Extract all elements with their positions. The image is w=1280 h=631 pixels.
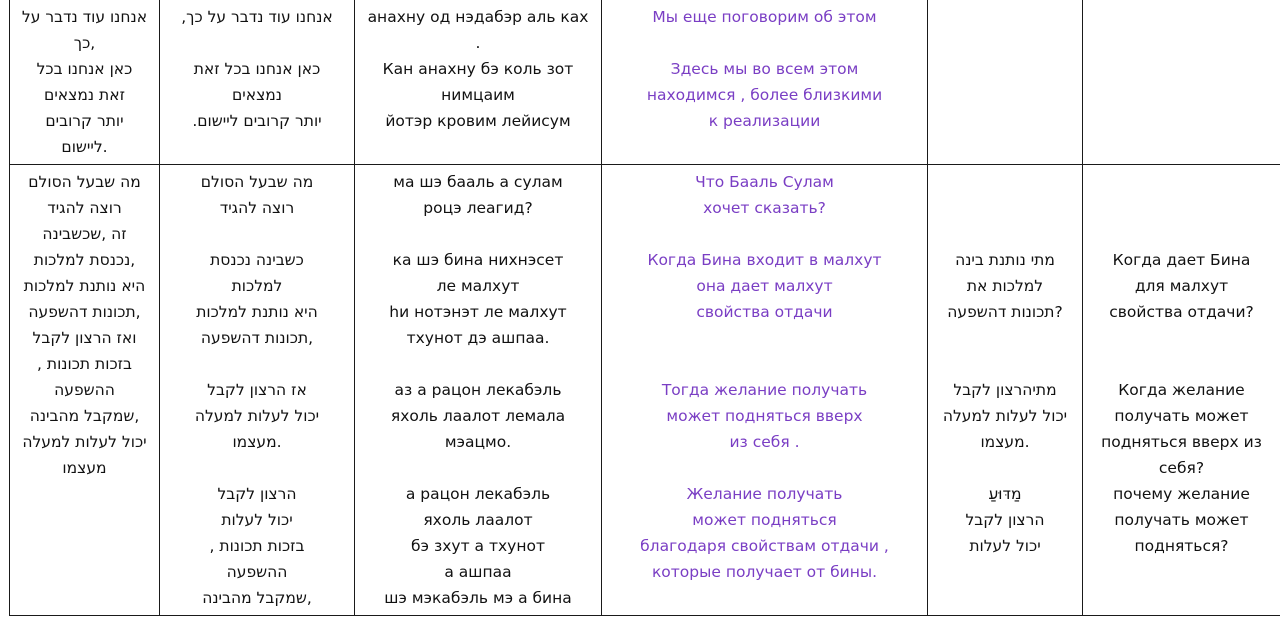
- text-line: шэ мэкабэль мэ а бина: [384, 589, 572, 607]
- cell-r1-c1: [10, 0, 160, 165]
- text-line: בזכות תכונות ,: [37, 355, 132, 373]
- text-line: ?תכונות דהשפעה: [947, 303, 1063, 321]
- text-line: Кан анахну бэ коль зот: [382, 60, 574, 78]
- text-line: [1086, 351, 1277, 377]
- text-line: тхунот дэ ашпаа.: [406, 329, 550, 347]
- cell-r2-c6: [1083, 165, 1280, 616]
- text-line: ,תכונות דהשפעה: [28, 303, 141, 321]
- text-line: כאן אנחנו בכל זאת: [193, 60, 321, 78]
- cell-r2-c5: [928, 165, 1083, 616]
- text-line: .מעצמו: [980, 433, 1030, 451]
- text-line: יכול לעלות: [221, 511, 293, 529]
- text-line: רוצה להגיד: [47, 199, 122, 217]
- text-line: הרצון לקבל: [217, 485, 297, 503]
- text-line: Здесь мы во всем этом: [670, 60, 859, 78]
- text-line: для малхут: [1134, 277, 1229, 295]
- text-line: нимцаим: [441, 86, 515, 104]
- text-line: [358, 351, 598, 377]
- text-line: свойства отдачи: [696, 303, 833, 321]
- text-line: ле малхут: [436, 277, 520, 295]
- text-line: זאת נמצאים: [44, 86, 125, 104]
- text-line: כאן אנחנו בכל: [36, 60, 133, 78]
- text-line: хочет сказать?: [703, 199, 826, 217]
- text-line: ההשפעה: [226, 563, 288, 581]
- text-line: .מעצמו: [232, 433, 282, 451]
- cell-r1-c6: [1083, 0, 1280, 165]
- text-line: йотэр кровим лейисум: [385, 112, 571, 130]
- text-line: בזכות תכונות ,: [209, 537, 305, 555]
- text-line: יכול לעלות: [969, 537, 1041, 555]
- text-line: которые получает от бины.: [651, 563, 878, 581]
- text-line: ка шэ бина нихнэсет: [392, 251, 564, 269]
- text-line: [1086, 325, 1277, 351]
- text-line: а рацон лекабэль: [405, 485, 551, 503]
- text-line: [931, 325, 1079, 351]
- text-line: подняться вверх из: [1101, 433, 1262, 451]
- text-line: Что Бааль Сулам: [695, 173, 834, 191]
- text-line: הרצון לקבל: [965, 511, 1045, 529]
- text-line: [931, 169, 1079, 195]
- text-line: Тогда желание получать: [661, 381, 868, 399]
- text-line: [931, 455, 1079, 481]
- text-line: ,שמקבל מהבינה: [202, 589, 312, 607]
- cell-r1-c5: [928, 0, 1083, 165]
- text-line: анахну од нэдабэр аль ках: [367, 8, 589, 26]
- text-line: мэацмо.: [444, 433, 512, 451]
- text-line: מה שבעל הסולם: [28, 173, 141, 191]
- text-line: נמצאים: [231, 86, 283, 104]
- text-line: ма шэ бааль а сулам: [393, 173, 563, 191]
- text-line: получать может: [1114, 511, 1249, 529]
- text-line: יותר קרובים: [45, 112, 124, 130]
- text-line: אנחנו עוד נדבר על: [21, 8, 148, 26]
- text-line: מַדּוּעַ: [988, 485, 1022, 503]
- text-line: [605, 455, 924, 481]
- text-line: Мы еще поговорим об этом: [652, 8, 877, 26]
- text-line: она дает малхут: [696, 277, 833, 295]
- text-line: יכול לעלות למעלה: [194, 407, 320, 425]
- text-line: подняться?: [1134, 537, 1229, 555]
- cell-r2-c1: [10, 165, 160, 616]
- text-line: [931, 195, 1079, 221]
- text-line: [1086, 169, 1277, 195]
- text-line: роцэ леагид?: [423, 199, 533, 217]
- text-line: [605, 221, 924, 247]
- text-line: [1086, 195, 1277, 221]
- text-line: почему желание: [1113, 485, 1250, 503]
- text-line: כשבינה נכנסת: [210, 251, 304, 269]
- text-line: יותר קרובים ליישום.: [192, 112, 322, 130]
- text-line: יכול לעלות למעלה: [942, 407, 1068, 425]
- text-line: Когда Бина входит в малхут: [647, 251, 882, 269]
- text-line: [163, 351, 351, 377]
- text-line: Когда дает Бина: [1112, 251, 1251, 269]
- text-line: [605, 325, 924, 351]
- text-line: ההשפעה: [54, 381, 115, 399]
- text-line: может подняться: [692, 511, 837, 529]
- text-line: бэ зхут а тхунот: [411, 537, 545, 555]
- text-line: [358, 221, 598, 247]
- text-line: .: [475, 34, 481, 52]
- table-row-1: [10, 0, 1280, 165]
- text-line: מעצמו: [62, 459, 107, 477]
- text-line: היא נותנת למלכות: [196, 303, 318, 321]
- text-line: благодаря свойствам отдачи ,: [640, 537, 889, 555]
- text-line: [163, 30, 351, 56]
- cell-r2-c4: [602, 165, 928, 616]
- text-line: זה ,שכשבינה: [42, 225, 127, 243]
- text-line: ,נכנסת למלכות: [33, 251, 136, 269]
- text-line: Когда желание: [1118, 381, 1245, 399]
- text-line: רוצה להגיד: [219, 199, 295, 217]
- text-line: [931, 351, 1079, 377]
- text-line: ואז הרצון לקבל: [32, 329, 137, 347]
- cell-r1-c4: [602, 0, 928, 165]
- text-line: יכול לעלות למעלה: [22, 433, 147, 451]
- text-line: ,תכונות דהשפעה: [200, 329, 314, 347]
- text-line: аз а рацон лекабэль: [394, 381, 562, 399]
- text-line: [163, 221, 351, 247]
- text-line: Желание получать: [686, 485, 843, 503]
- text-line: к реализации: [708, 112, 821, 130]
- text-line: אנחנו עוד נדבר על כך,: [181, 8, 333, 26]
- text-line: אז הרצון לקבל: [207, 381, 307, 399]
- text-line: [931, 221, 1079, 247]
- text-line: находимся , более близкими: [646, 86, 883, 104]
- cell-r2-c2: [160, 165, 355, 616]
- text-line: .ליישום: [61, 138, 108, 156]
- text-line: היא נותנת למלכות: [23, 277, 146, 295]
- text-line: ,כך: [73, 34, 96, 52]
- text-line: ,שמקבל מהבינה: [29, 407, 140, 425]
- cell-r1-c2: [160, 0, 355, 165]
- text-line: [358, 455, 598, 481]
- text-line: [605, 30, 924, 56]
- translation-table: [9, 0, 1280, 616]
- text-line: себя?: [1158, 459, 1205, 477]
- cell-r2-c3: [355, 165, 602, 616]
- text-line: למלכות: [231, 277, 283, 295]
- text-line: למלכות את: [966, 277, 1044, 295]
- text-line: מתי נותנת בינה: [955, 251, 1055, 269]
- text-line: получать может: [1114, 407, 1249, 425]
- cell-r1-c3: [355, 0, 602, 165]
- text-line: [1086, 221, 1277, 247]
- text-line: яхоль лаалот: [423, 511, 533, 529]
- text-line: מתיהרצון לקבל: [953, 381, 1057, 399]
- table-row-2: [10, 165, 1280, 616]
- text-line: может подняться вверх: [666, 407, 863, 425]
- text-line: [163, 455, 351, 481]
- text-line: hи нотэнэт ле малхут: [389, 303, 567, 321]
- text-line: а ашпаа: [444, 563, 512, 581]
- text-line: свойства отдачи?: [1109, 303, 1254, 321]
- text-line: из себя .: [729, 433, 800, 451]
- text-line: яхоль лаалот лемала: [390, 407, 566, 425]
- text-line: מה שבעל הסולם: [200, 173, 314, 191]
- text-line: [605, 351, 924, 377]
